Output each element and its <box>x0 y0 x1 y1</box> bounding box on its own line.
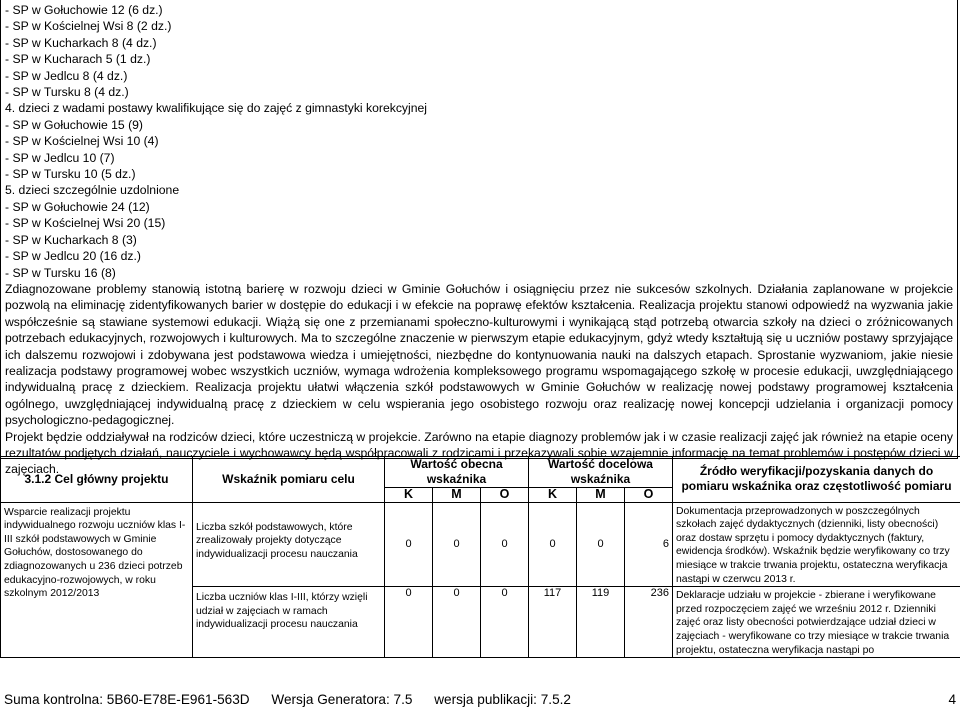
value-cell: 0 <box>385 587 433 658</box>
paragraph-parents: Projekt będzie oddziaływał na rodziców dzieci, które uczestniczą w projekcie. Zarówno na etapie diagnozy problemów jak i w czasie realizacji zajęć jak również na etapie oceny rezultatów podjętych działań, nauczyciele i wychowawcy będą współpracowali z rodzicami i przekazywali sobie wzajemnie informację na temat problemów i postępów dzieci w zajęciach. <box>5 429 953 477</box>
table-header-row <box>1 457 960 488</box>
text-line: - SP w Kucharkach 8 (3) <box>5 232 137 247</box>
page-number: 4 <box>948 692 956 707</box>
subheader-m: M <box>433 488 481 503</box>
indicator-cell: Liczba szkół podstawowych, które zrealizowały projekty dotyczące indywidualizacji procesu nauczania <box>193 502 385 587</box>
subheader-o: O <box>625 488 673 503</box>
text-line: - SP w Kościelnej Wsi 20 (15) <box>5 216 166 231</box>
paragraph-problems: Zdiagnozowane problemy stanowią istotną barierę w rozwoju dzieci w Gminie Gołuchów i osiągnięciu przez nie sukcesów szkolnych. Działania zaplanowane w projekcie pozwolą na eliminację zidentyfikowanych barier w dostępie do edukacji i w efekcie na poprawę efektów kształcenia. Realizacja projektu stanowi odpowiedź na wyzwania jakie współcześnie są stawiane systemowi edukacji. Wiążą się one z przemianami społeczno-kulturowymi i wynikającą stąd potrzebą otwarcia szkoły na dzieci o zróżnicowanych potrzebach edukacyjnych, rozwojowych i kulturowych. Ma to szczególne znaczenie w pierwszym etapie edukacyjnym, gdyż wtedy kształtują się u uczniów postawy sprzyjające ich dalszemu rozwojowi i zdobywana jest podstawowa wiedza i umiejętności, niezbędne do kontynuowania nauki na dalszych etapach. Sprostanie wyzwaniom, jakie niesie realizacja podstawy programowej wobec wszystkich uczniów, wymaga wdrożenia kompleksowego programu wspomagającego szkołę w procesie edukacji, uwzględniającego indywidualną pracę z dzieckiem. Realizacja projektu ułatwi włączenia szkół podstawowych w Gminie Gołuchów w realizację nowej podstawy programowej kształcenia ogólnego, uwzględniającej indywidualną pracę z dzieckiem w celu wspierania jego osobistego rozwoju oraz realizację nowej koncepcji udzielania i organizacji pomocy psychologiczno-pedagogicznej. <box>5 281 953 428</box>
header-baseline: Wartość obecna wskaźnika <box>385 457 529 488</box>
value-cell: 236 <box>625 587 673 658</box>
subheader-o: O <box>481 488 529 503</box>
footer-generator-version: Wersja Generatora: 7.5 <box>271 692 413 707</box>
text-line: 5. dzieci szczególnie uzdolnione <box>5 183 180 198</box>
text-line: - SP w Gołuchowie 15 (9) <box>5 117 143 132</box>
school-list <box>5 2 953 281</box>
text-line: - SP w Gołuchowie 24 (12) <box>5 199 150 214</box>
text-line: - SP w Gołuchowie 12 (6 dz.) <box>5 3 163 17</box>
value-cell: 0 <box>433 502 481 587</box>
header-indicator: Wskaźnik pomiaru celu <box>193 457 385 503</box>
subheader-k: K <box>529 488 577 503</box>
value-cell: 117 <box>529 587 577 658</box>
source-cell: Deklaracje udziału w projekcie - zbierane i weryfikowane przed rozpoczęciem zajęć we wrześniu 2012 r. Dzienniki zajęć oraz listy obecności potwierdzające udział dzieci w zajęciach - weryfikowane co trzy miesiące w trakcie trwania projektu, ostateczna weryfikacja nastąpi po <box>673 587 960 658</box>
text-line: - SP w Kościelnej Wsi 8 (2 dz.) <box>5 19 172 34</box>
subheader-m: M <box>577 488 625 503</box>
value-cell: 6 <box>625 502 673 587</box>
value-cell: 0 <box>481 502 529 587</box>
header-target: Wartość docelowa wskaźnika <box>529 457 673 488</box>
text-line: - SP w Jedlcu 8 (4 dz.) <box>5 68 128 83</box>
text-line: - SP w Jedlcu 20 (16 dz.) <box>5 249 141 264</box>
text-line: - SP w Kościelnej Wsi 10 (4) <box>5 134 159 149</box>
table-row <box>1 502 960 587</box>
footer-publication-version: wersja publikacji: 7.5.2 <box>434 692 571 707</box>
page-footer <box>4 692 956 707</box>
goal-cell: Wsparcie realizacji projektu indywidualnego rozwoju uczniów klas I-III szkół podstawowych w Gminie Gołuchów, dostosowanego do zdiagnozowanych u 236 dzieci potrzeb edukacyjno-rozwojowych, w roku szkolnym 2012/2013 <box>1 502 193 658</box>
value-cell: 0 <box>385 502 433 587</box>
text-line: - SP w Tursku 8 (4 dz.) <box>5 85 129 100</box>
text-line: - SP w Tursku 16 (8) <box>5 265 116 280</box>
subheader-k: K <box>385 488 433 503</box>
value-cell: 0 <box>433 587 481 658</box>
text-line: - SP w Jedlcu 10 (7) <box>5 150 115 165</box>
footer-checksum: Suma kontrolna: 5B60-E78E-E961-563D <box>4 692 250 707</box>
header-source: Źródło weryfikacji/pozyskania danych do pomiaru wskaźnika oraz częstotliwość pomiaru <box>673 457 960 503</box>
value-cell: 0 <box>481 587 529 658</box>
indicator-cell: Liczba uczniów klas I-III, którzy wzięli udział w zajęciach w ramach indywidualizacji procesu nauczania <box>193 587 385 658</box>
header-goal: 3.1.2 Cel główny projektu <box>1 457 193 503</box>
text-line: - SP w Tursku 10 (5 dz.) <box>5 167 136 182</box>
source-cell: Dokumentacja przeprowadzonych w poszczególnych szkołach zajęć dydaktycznych (dzienniki, listy obecności) oraz dostaw sprzętu i pomocy dydaktycznych (faktury, ewidencja środków). Wskaźnik będzie weryfikowany co trzy miesiące w trakcie trwania projektu, ostateczna weryfikacja nastąpi w czerwcu 2013 r. <box>673 502 960 587</box>
text-line: - SP w Kucharkach 8 (4 dz.) <box>5 35 157 50</box>
value-cell: 119 <box>577 587 625 658</box>
value-cell: 0 <box>577 502 625 587</box>
indicators-table <box>0 456 960 658</box>
value-cell: 0 <box>529 502 577 587</box>
text-line: - SP w Kucharach 5 (1 dz.) <box>5 52 151 67</box>
text-line: 4. dzieci z wadami postawy kwalifikujące się do zajęć z gimnastyki korekcyjnej <box>5 101 427 116</box>
